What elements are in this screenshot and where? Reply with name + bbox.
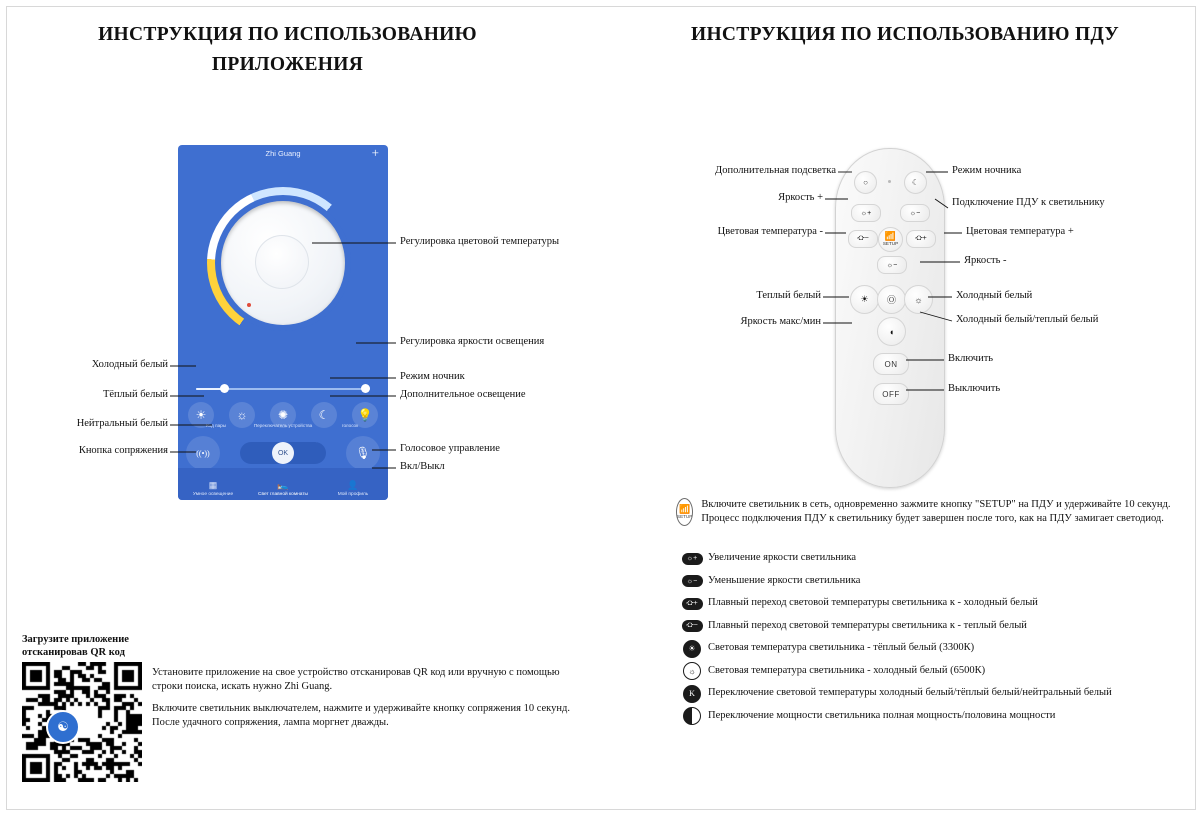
sun-filled-icon: ☀ — [676, 640, 708, 657]
k-circle-icon: K — [676, 685, 708, 702]
label-neutral-white-app: Нейтральный белый — [76, 418, 168, 429]
wifi-icon-note: 📶 — [679, 503, 691, 514]
label-on-off: Вкл/Выкл — [400, 461, 445, 472]
label-extra-light: Дополнительное освещение — [400, 389, 526, 400]
qr-center-badge: ☯ — [46, 710, 80, 744]
label-color-temp-minus: Цветовая температура - — [717, 226, 823, 237]
legend-text: Переключение мощности светильника полная мощность/половина мощности — [708, 709, 1056, 721]
qr-code — [22, 662, 142, 782]
legend-row — [676, 573, 1188, 590]
remote-off-label: OFF — [882, 389, 900, 399]
remote-brightness-max-min-button[interactable]: ◖ — [877, 317, 906, 346]
setup-icon — [676, 498, 693, 526]
pair-button[interactable]: ((•)) — [186, 436, 220, 470]
label-brightness: Регулировка яркости освещения — [400, 336, 545, 347]
slider-knob[interactable] — [220, 384, 229, 393]
app-header — [178, 145, 388, 167]
label-voice-control: Голосовое управление — [400, 443, 500, 454]
remote-color-temp-plus-button[interactable]: ⛮+ — [906, 230, 936, 248]
neutral-white-icon[interactable]: ✺ — [270, 402, 296, 428]
legend-row — [676, 685, 1188, 702]
label-cold-white-remote: Холодный белый — [956, 290, 1033, 301]
remote-brightness-minus-button[interactable]: ☼− — [877, 256, 907, 274]
label-pair-remote: Подключение ПДУ к светильнику — [952, 197, 1105, 208]
remote-led-indicator — [888, 180, 891, 183]
control-button-row — [186, 433, 380, 473]
nav-label-1: Свет главной комнаты — [258, 492, 308, 497]
temp-cold-icon: ⛮+ — [676, 595, 708, 612]
nav-item-smart-light[interactable] — [178, 468, 248, 500]
legend-text: Увеличение яркости светильника — [708, 552, 857, 563]
label-cold-warm-switch: Холодный белый/теплый белый — [956, 314, 1099, 325]
legend-text: Уменьшение яркости светильника — [708, 574, 861, 586]
remote-k-switch-button[interactable]: Ⓞ — [877, 285, 906, 314]
dial-face — [221, 201, 345, 325]
label-on: Включить — [948, 353, 994, 364]
control-label-pair: Код пары — [206, 423, 226, 428]
dial-inner-knob[interactable] — [255, 235, 309, 289]
add-device-icon[interactable]: + — [371, 145, 379, 160]
night-mode-icon[interactable]: ☾ — [311, 402, 337, 428]
label-night-mode: Режим ночник — [400, 371, 465, 382]
remote-on-label: ON — [884, 359, 898, 369]
warm-white-icon[interactable]: ☀ — [188, 402, 214, 428]
legend-row — [676, 595, 1188, 612]
nav-label-0: Умное освещение — [192, 492, 234, 497]
user-icon: 👤 — [347, 480, 359, 490]
legend-row — [676, 708, 1188, 725]
cold-white-icon[interactable]: ☼ — [229, 402, 255, 428]
app-screen-mockup — [178, 145, 388, 500]
label-pair-button-app: Кнопка сопряжения — [78, 445, 168, 456]
legend-text: Плавный переход световой температуры светильника к - теплый белый — [708, 619, 1027, 631]
control-label-voice: голосок — [341, 423, 359, 428]
label-warm-white-app: Тёплый белый — [102, 389, 168, 400]
label-brightness-plus: Яркость + — [778, 192, 823, 203]
grid-icon: ▦ — [208, 480, 218, 490]
page-title-left: ИНСТРУКЦИЯ ПО ИСПОЛЬЗОВАНИЮ ПРИЛОЖЕНИЯ — [98, 24, 477, 75]
legend-text: Световая температура светильника - холодный белый (6500К) — [708, 664, 986, 676]
app-bottom-nav — [178, 468, 388, 500]
setup-label: SETUP — [882, 241, 899, 247]
legend-text: Световая температура светильника - тёплый белый (3300К) — [708, 642, 975, 653]
legend-list — [676, 550, 1188, 730]
remote-color-temp-minus-button[interactable]: ⛮− — [848, 230, 878, 248]
brightness-up-icon: ☼+ — [676, 550, 708, 567]
install-instructions: Установите приложение на свое устройство отсканировав QR код или вручную с помощью строки поиска, искать нужно Zhi Guang. — [152, 667, 560, 692]
remote-warm-white-button[interactable]: ☀ — [850, 285, 879, 314]
remote-brightness-plus-button[interactable]: ☼+ — [851, 204, 881, 222]
label-warm-white-remote: Теплый белый — [756, 290, 821, 301]
label-brightness-minus: Яркость - — [964, 255, 1007, 266]
setup-note-text: Включите светильник в сеть, одновременно зажмите кнопку "SETUP" на ПДУ и удерживайте 10 секунд. Процесс подключения ПДУ к светильнику будет завершен после того, как на ПДУ замигает светодиод. — [701, 499, 1171, 524]
nav-label-2: Мой профиль — [337, 492, 369, 497]
page-title-right: ИНСТРУКЦИЯ ПО ИСПОЛЬЗОВАНИЮ ПДУ — [690, 24, 1120, 45]
label-off: Выключить — [948, 383, 1001, 394]
legend-row — [676, 618, 1188, 635]
label-brightness-max-min: Яркость макс/мин — [740, 316, 821, 327]
remote-night-mode-button[interactable]: ☾ — [904, 171, 927, 194]
remote-on-button[interactable] — [873, 353, 909, 375]
legend-text: Плавный переход световой температуры светильника к - холодный белый — [708, 597, 1038, 608]
label-color-temp: Регулировка цветовой температуры — [400, 236, 560, 247]
temp-warm-icon: ⛮− — [676, 618, 708, 635]
nav-item-room-light[interactable] — [248, 468, 318, 500]
power-toggle[interactable] — [240, 442, 326, 464]
control-labels-row — [186, 423, 380, 428]
voice-control-button[interactable]: 🎙 — [346, 436, 380, 470]
lamp-icon: 🛌 — [277, 480, 289, 490]
half-circle-icon — [676, 708, 708, 725]
sun-outline-icon: ☼ — [676, 663, 708, 680]
color-temperature-dial[interactable] — [207, 187, 359, 339]
mode-button-row — [188, 395, 378, 435]
legend-row — [676, 663, 1188, 680]
remote-control-mockup — [835, 148, 945, 488]
wifi-icon: 📶 — [884, 231, 897, 242]
remote-extra-backlight-button[interactable]: ○ — [854, 171, 877, 194]
label-color-temp-plus: Цветовая температура + — [966, 226, 1074, 237]
slider-end-knob — [361, 384, 370, 393]
setup-icon-label: SETUP — [677, 513, 693, 519]
brightness-down-icon: ☼− — [676, 573, 708, 590]
remote-pair-top-button[interactable]: ☼− — [900, 204, 930, 222]
legend-text: Переключение световой температуры холодный белый/тёплый белый/нейтральный белый — [708, 687, 1112, 698]
legend-row — [676, 640, 1188, 657]
remote-setup-button[interactable] — [878, 227, 903, 252]
label-night-mode-remote: Режим ночника — [952, 165, 1022, 176]
control-label-switch: Переключатель устройства — [253, 423, 313, 428]
ok-button[interactable]: OK — [272, 442, 294, 464]
remote-off-button[interactable] — [873, 383, 909, 405]
pairing-instructions: Включите светильник выключателем, нажмите и удерживайте кнопку сопряжения 10 секунд. После удачного сопряжения, лампа моргнет дважды. — [152, 703, 570, 728]
remote-cold-white-button[interactable]: ☼ — [904, 285, 933, 314]
nav-item-profile[interactable] — [318, 468, 388, 500]
label-cold-white-app: Холодный белый — [91, 359, 168, 370]
label-extra-backlight: Дополнительная подсветка — [715, 165, 836, 176]
app-name: Zhi Guang — [265, 149, 301, 158]
dial-indicator-dot — [247, 303, 251, 307]
extra-light-icon[interactable]: 💡 — [352, 402, 378, 428]
legend-row — [676, 550, 1188, 567]
setup-note — [676, 498, 1188, 526]
download-title: Загрузите приложение отсканировав QR код — [22, 634, 129, 658]
